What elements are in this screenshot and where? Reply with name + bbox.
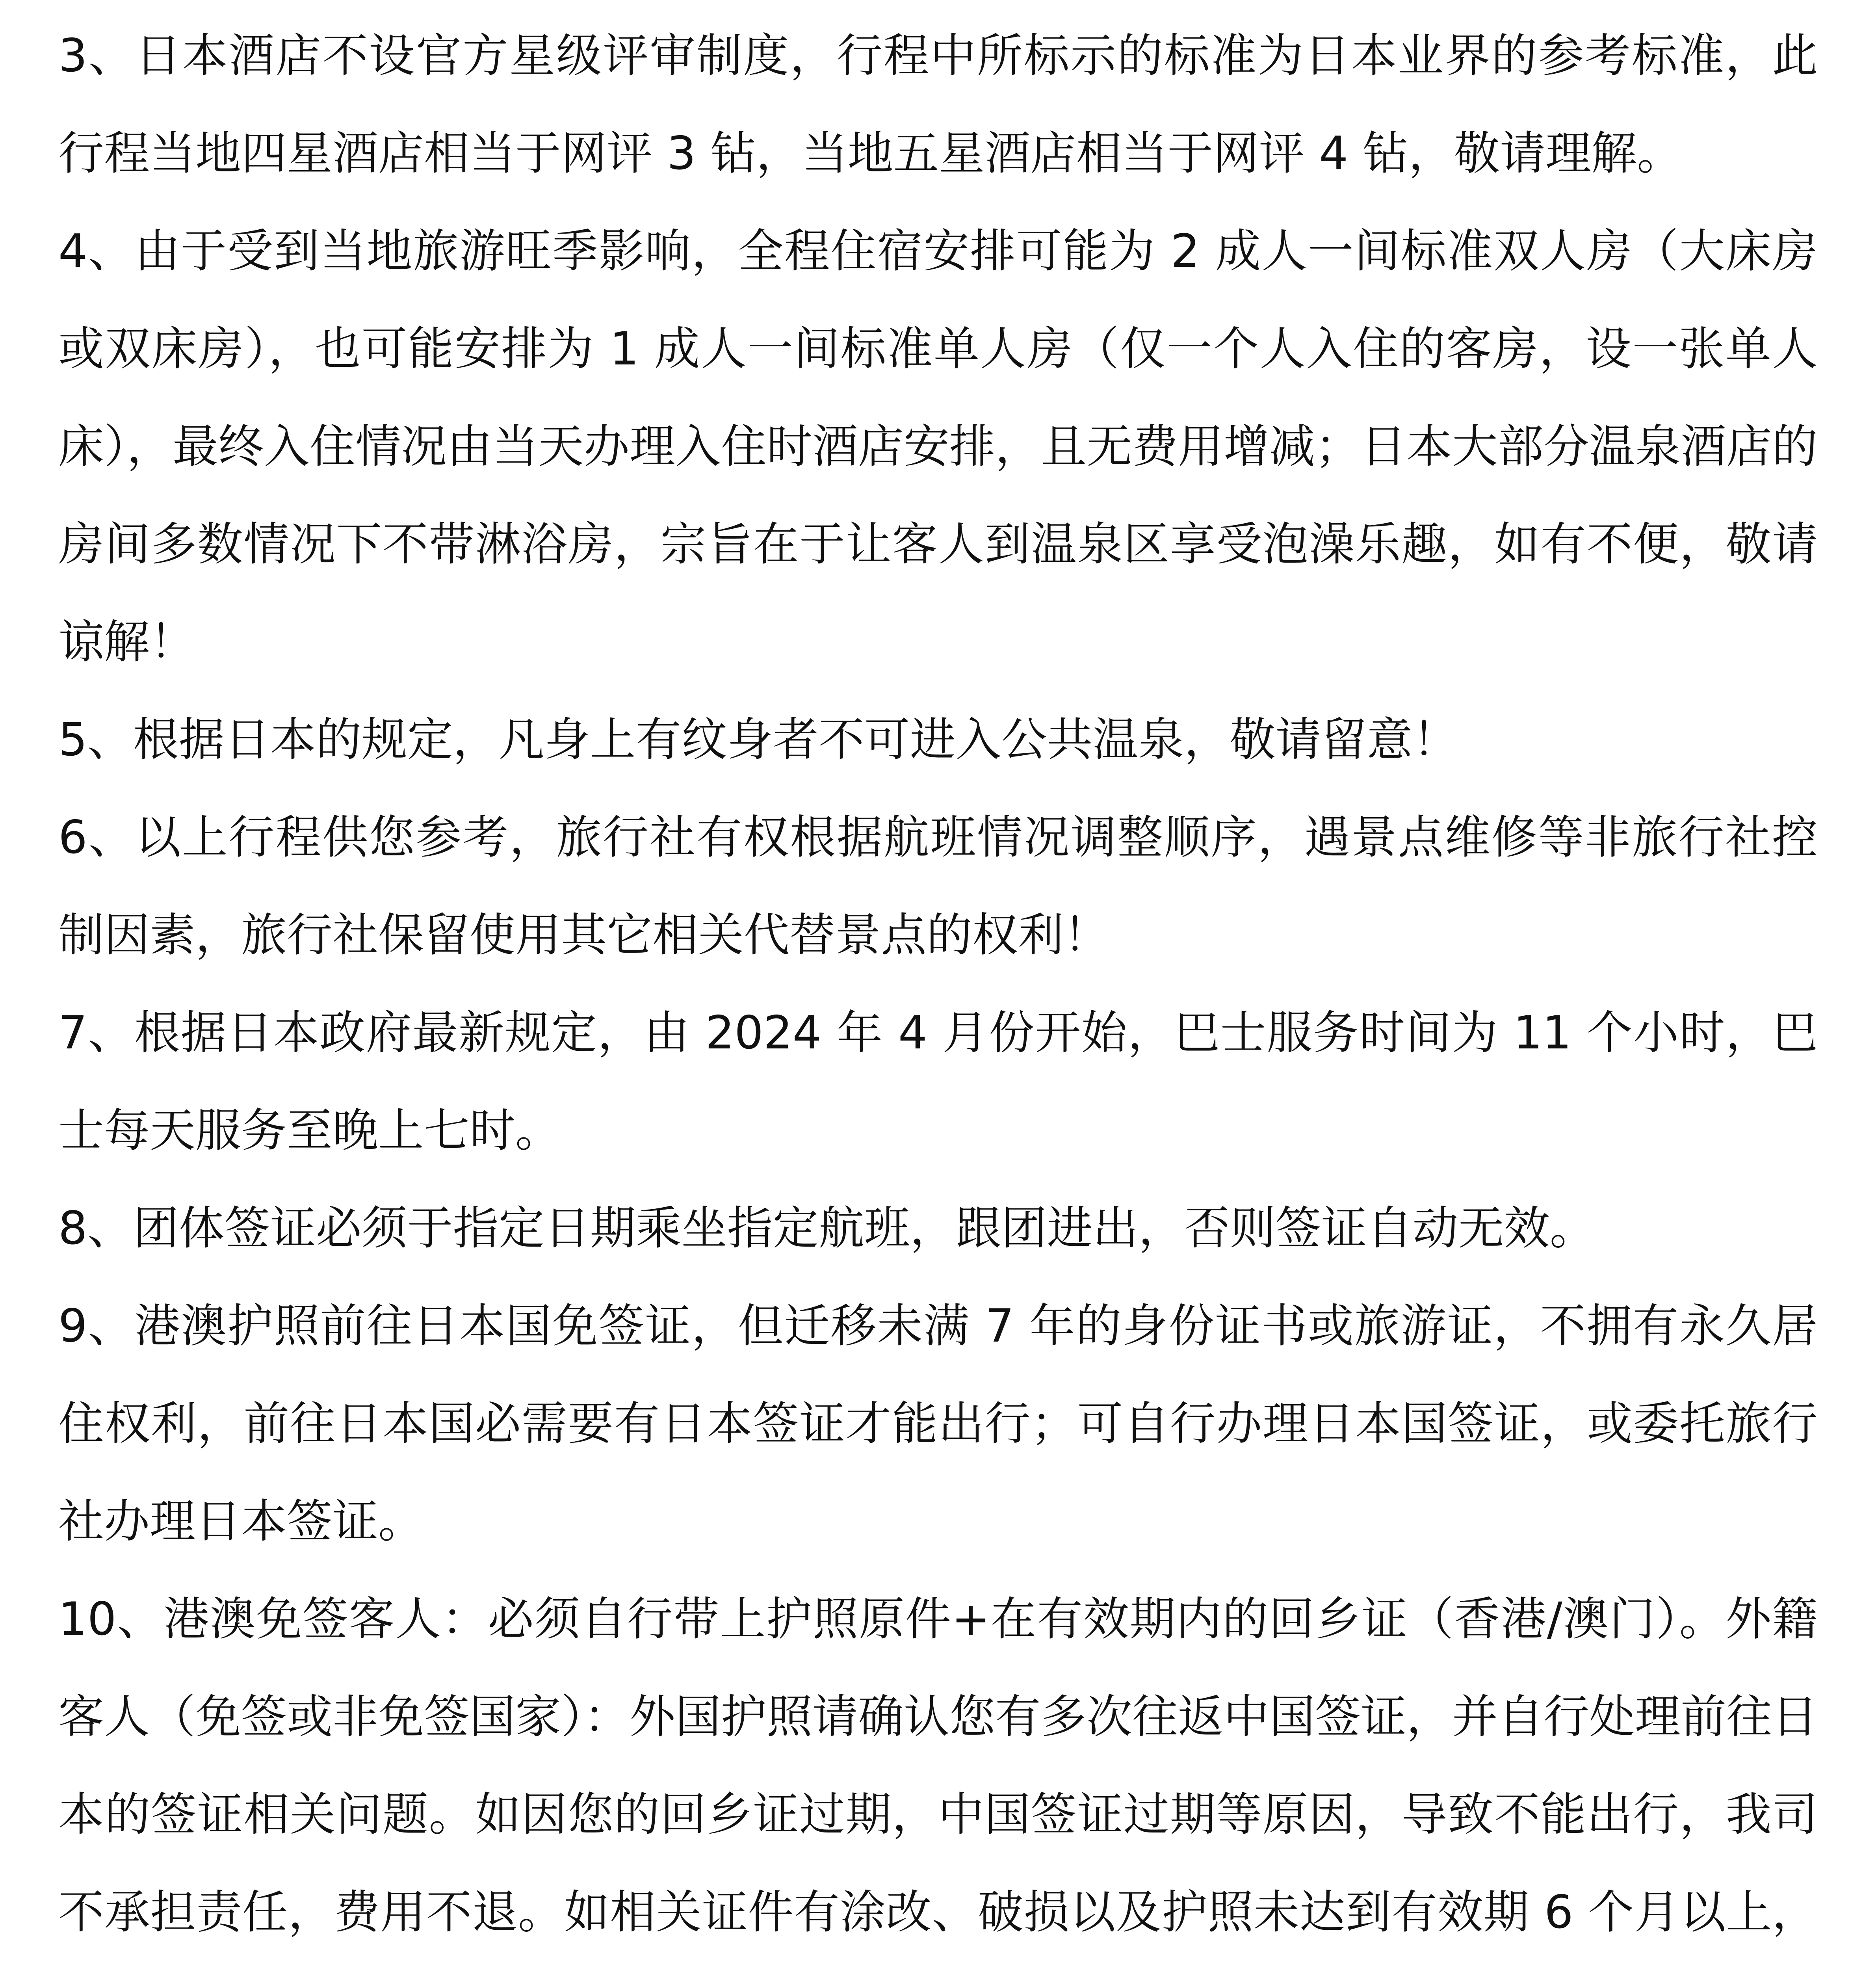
note-9: 9、港澳护照前往日本国免签证，但迁移未满 7 年的身份证书或旅游证，不拥有永久居住权利，前往日本国必需要有日本签证才能出行；可自行办理日本国签证，或委托旅行社办理日本签证。 xyxy=(58,1299,1818,1548)
note-10: 10、港澳免签客人：必须自行带上护照原件+在有效期内的回乡证（香港/澳门）。外籍客人（免签或非免签国家）：外国护照请确认您有多次往返中国签证，并自行处理前往日本的签证相关问题。如因您的回乡证过期，中国签证过期等原因，导致不能出行，我司不承担责任，费用不退。如相关证件有涂改、破损以及护照未达到有效期 6 个月以上， xyxy=(58,1593,1818,1939)
note-8: 8、团体签证必须于指定日期乘坐指定航班，跟团进出，否则签证自动无效。 xyxy=(58,1202,1596,1255)
note-4: 4、由于受到当地旅游旺季影响，全程住宿安排可能为 2 成人一间标准双人房（大床房或双床房），也可能安排为 1 成人一间标准单人房（仅一个人入住的客房，设一张单人床），最终入住情况由当天办理入住时酒店安排，且无费用增减；日本大部分温泉酒店的房间多数情况下不带淋浴房，宗旨在于让客人到温泉区享受泡澡乐趣，如有不便，敬请谅解！ xyxy=(58,225,1818,669)
note-3: 3、日本酒店不设官方星级评审制度，行程中所标示的标准为日本业界的参考标准，此行程当地四星酒店相当于网评 3 钻，当地五星酒店相当于网评 4 钻，敬请理解。 xyxy=(58,29,1818,180)
note-6: 6、以上行程供您参考，旅行社有权根据航班情况调整顺序，遇景点维修等非旅行社控制因素，旅行社保留使用其它相关代替景点的权利！ xyxy=(58,811,1818,962)
note-5: 5、根据日本的规定，凡身上有纹身者不可进入公共温泉，敬请留意！ xyxy=(58,713,1458,766)
note-7: 7、根据日本政府最新规定，由 2024 年 4 月份开始，巴士服务时间为 11 个小时，巴士每天服务至晚上七时。 xyxy=(58,1006,1818,1157)
